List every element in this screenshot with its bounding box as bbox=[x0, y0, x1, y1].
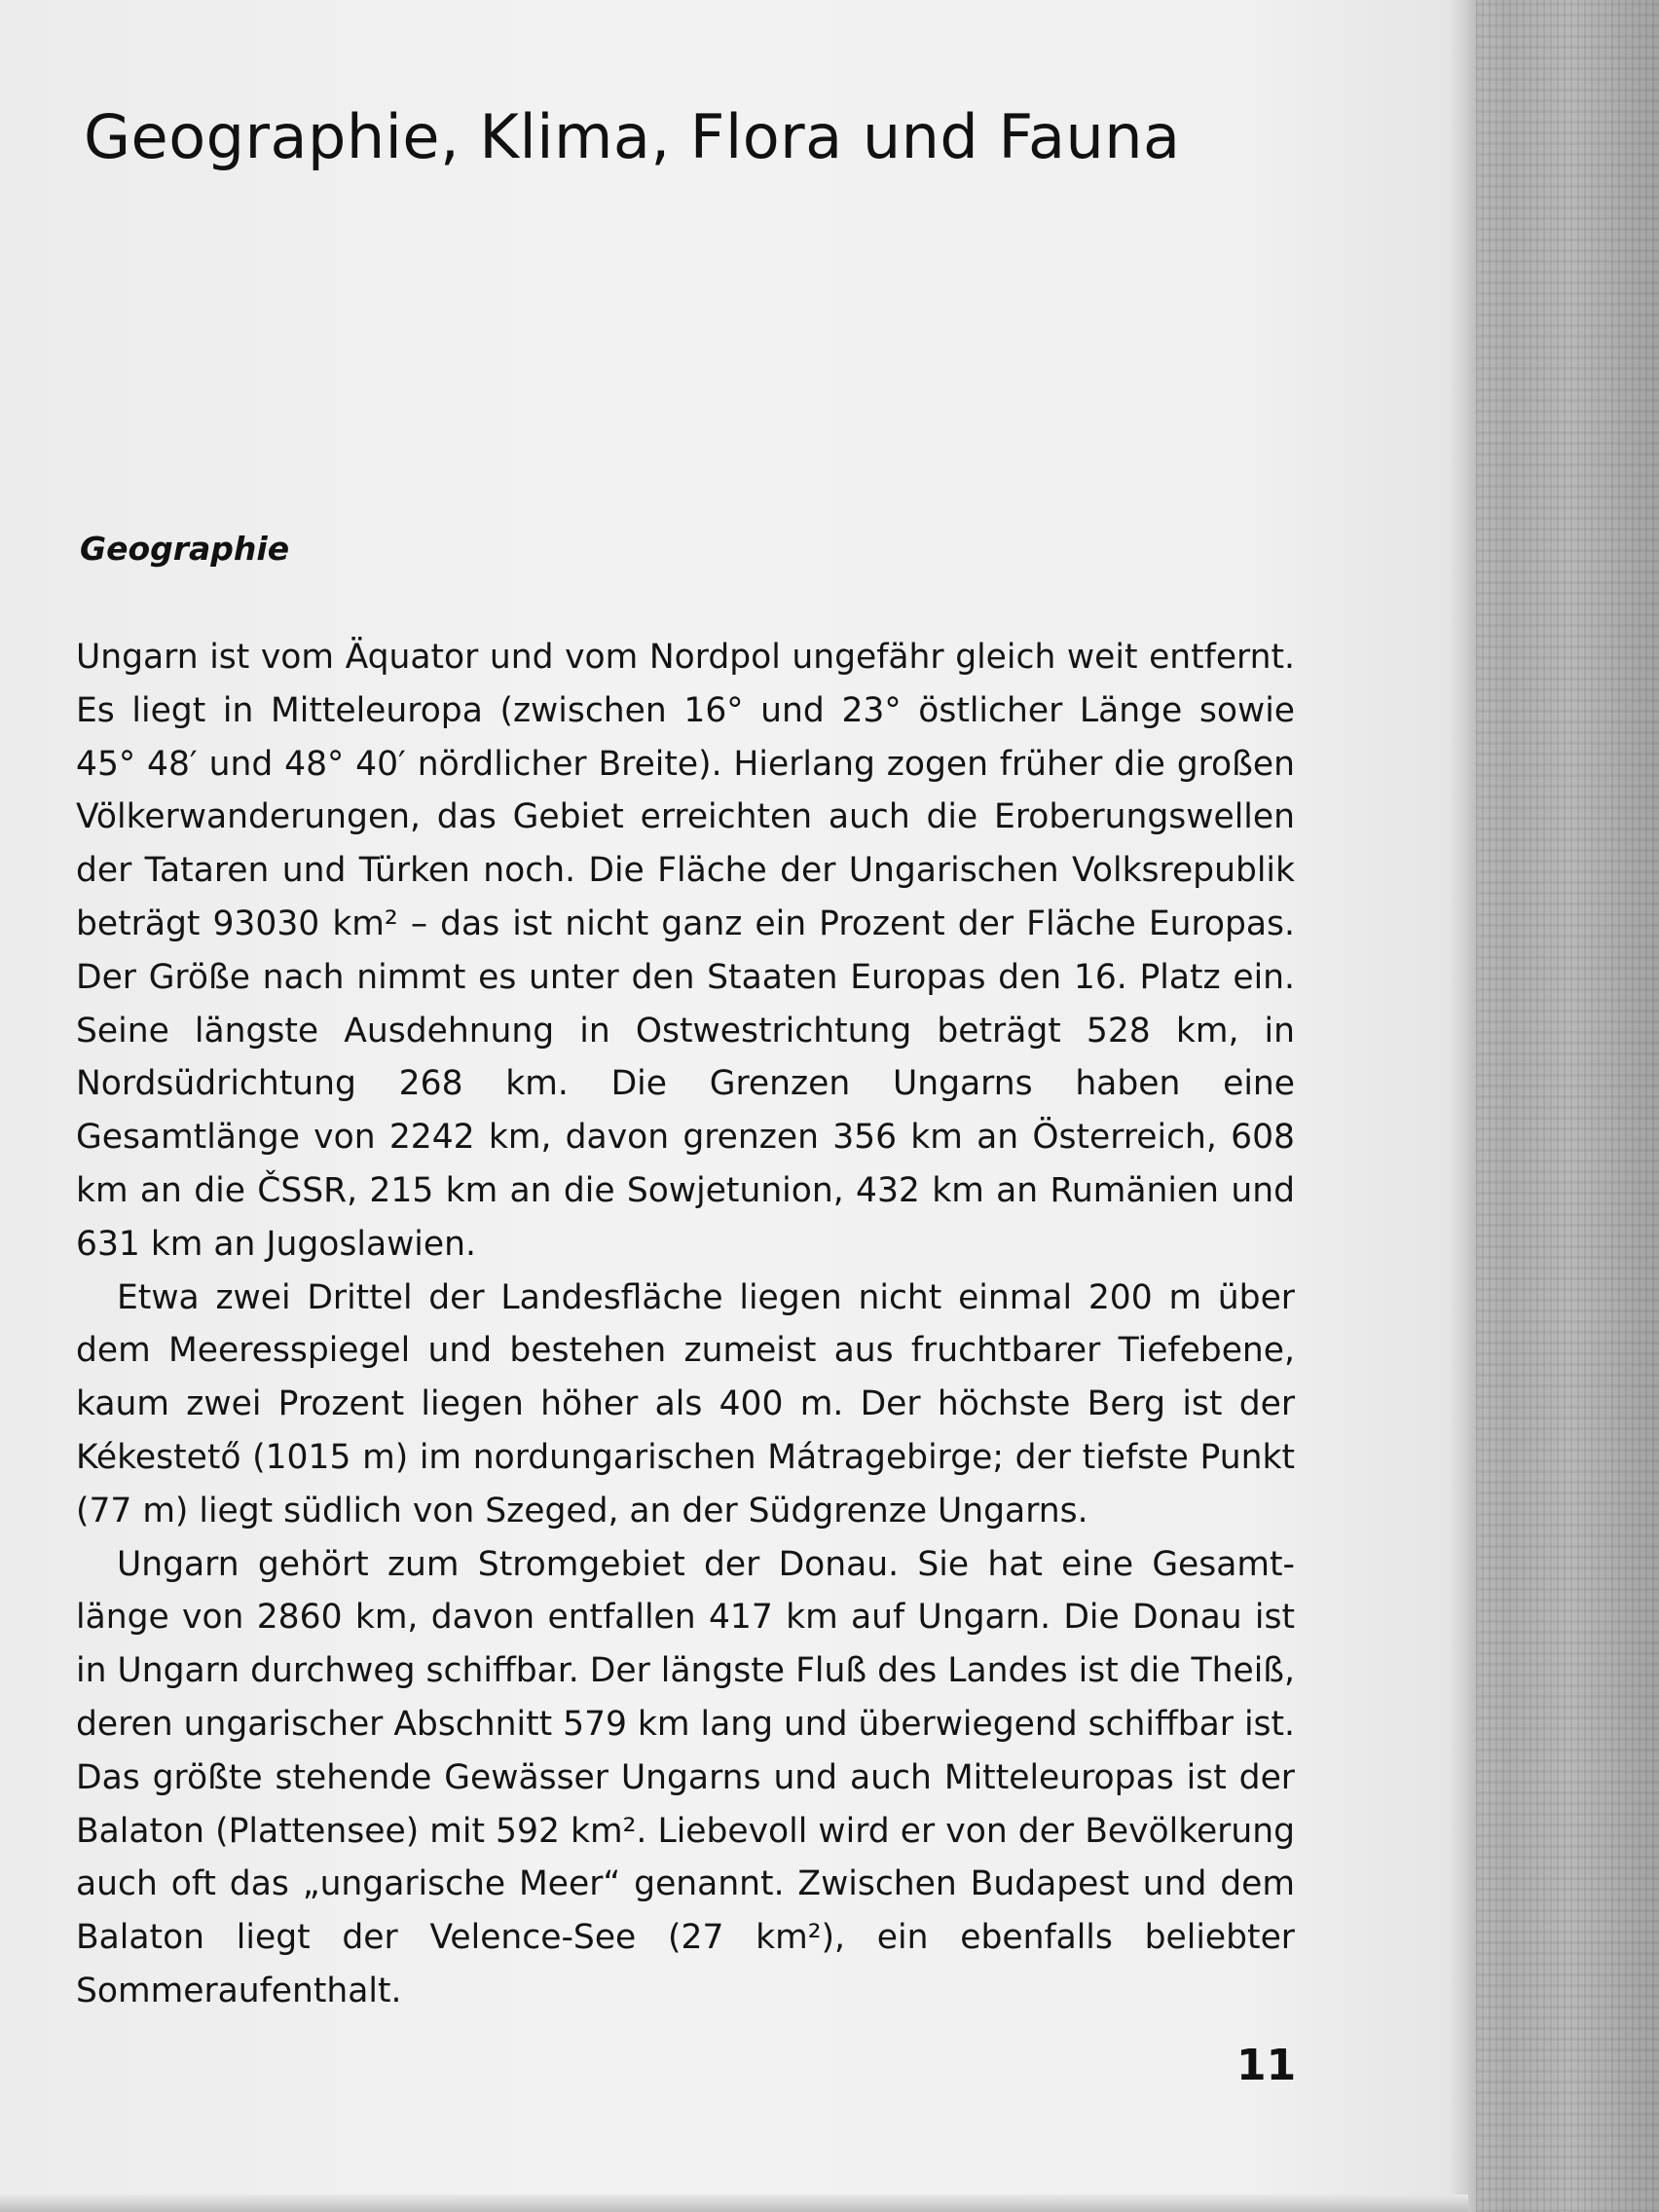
page-number: 11 bbox=[1236, 2041, 1297, 2090]
bottom-strip bbox=[0, 2194, 1468, 2212]
paragraph-2: Etwa zwei Drittel der Landesfläche liegen nicht einmal 200 m über dem Meeresspiegel und bestehen zumeist aus fruchtbarer Tiefebene, kaum zwei Prozent liegen höher als 400 m. Der höchste Berg ist der Kékestető (1015 m) im nordungarischen Mátragebirge; der tiefste Punkt (77 m) liegt südlich von Szeged, an der Südgrenze Ungarns. bbox=[76, 1277, 1295, 1530]
paragraph-3: Ungarn gehört zum Stromgebiet der Donau. Sie hat eine Gesamtlänge von 2860 km, davon entfallen 417 km auf Ungarn. Die Donau ist in Ungarn durchweg schiffbar. Der längste Fluß des Landes ist die Theiß, deren ungarischer Abschnitt 579 km lang und überwiegend schiffbar ist. Das größte stehende Gewässer Ungarns und auch Mitteleuropas ist der Balaton (Plattensee) mit 592 km². Liebevoll wird er von der Bevölkerung auch oft das „ungarische Meer“ genannt. Zwischen Budapest und dem Balaton liegt der Velence-See (27 km²), ein ebenfalls beliebter Sommeraufenthalt. bbox=[76, 1544, 1296, 2010]
page-edge bbox=[1451, 0, 1476, 2212]
paragraph-1: Ungarn ist vom Äquator und vom Nordpol ungefähr gleich weit entfernt. Es liegt in Mitteleuropa (zwischen 16° und 23° östlicher Länge sowie 45° 48′ und 48° 40′ nördlicher Breite). Hierlang zogen früher die großen Völkerwanderungen, das Gebiet erreichten auch die Eroberungswellen der Tataren und Türken noch. Die Fläche der Ungarischen Volksrepublik beträgt 93030 km² – das ist nicht ganz ein Prozent der Fläche Europas. Der Größe nach nimmt es unter den Staaten Europas den 16. Platz ein. Seine längste Ausdehnung in Ostwestrichtung beträgt 528 km, in Nordsüdrichtung 268 km. Die Grenzen Ungarns haben eine Gesamtlänge von 2242 km, davon grenzen 356 km an Österreich, 608 km an die ČSSR, 215 km an die Sowjetunion, 432 km an Rumänien und 631 km an Jugoslawien. bbox=[76, 638, 1295, 1264]
section-heading: Geographie bbox=[80, 530, 290, 568]
page-title: Geographie, Klima, Flora und Fauna bbox=[84, 101, 1181, 172]
body-text bbox=[76, 631, 1295, 2018]
